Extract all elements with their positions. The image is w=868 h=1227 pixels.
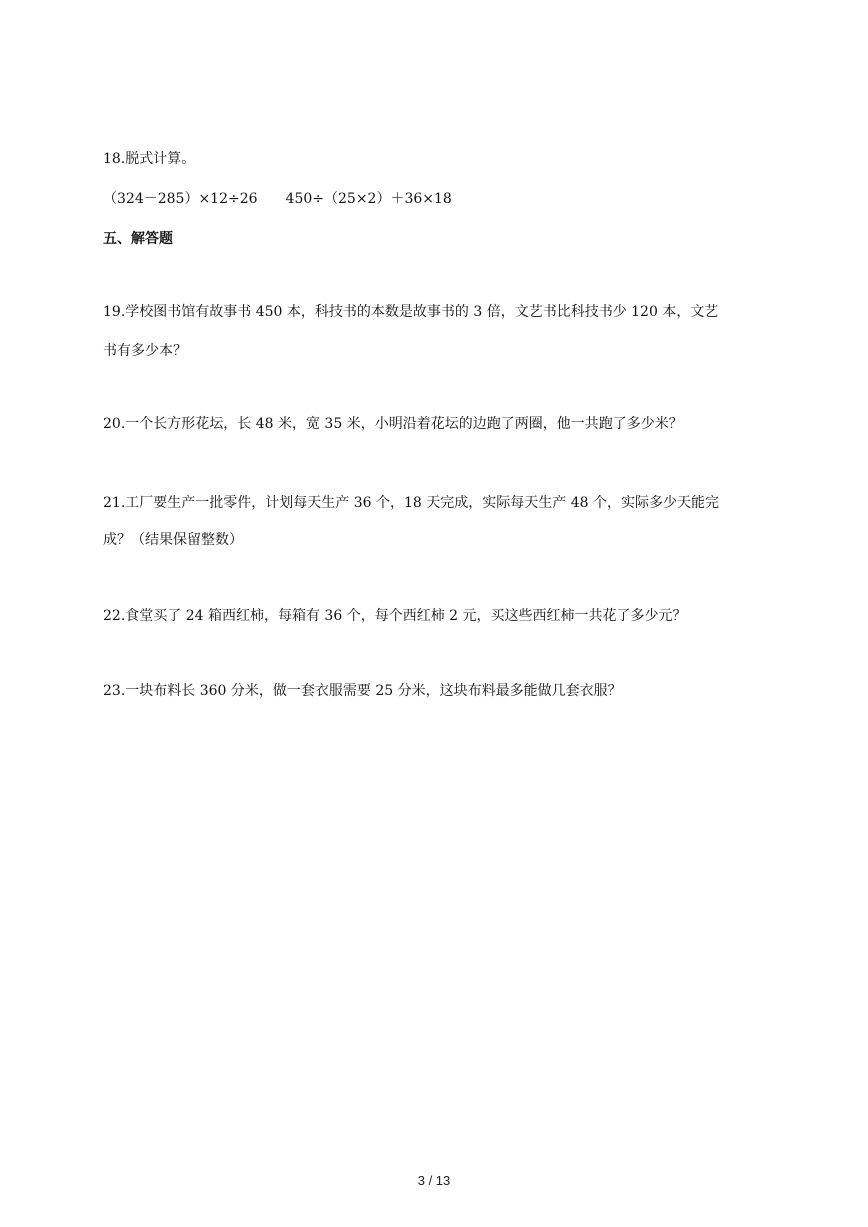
question-20: 20.一个长方形花坛，长 48 米，宽 35 米，小明沿着花坛的边跑了两圈，他一共跑了多少米？ [103,416,683,432]
page-number: 3 / 13 [417,1173,451,1188]
question-19-line-2: 书有多少本？ [103,343,187,359]
question-23: 23.一块布料长 360 分米，做一套衣服需要 25 分米，这块布料最多能做几套衣服？ [103,683,622,699]
question-22: 22.食堂买了 24 箱西红柿，每箱有 36 个，每个西红柿 2 元，买这些西红柿一共花了多少元？ [103,608,687,624]
question-21-line-1: 21.工厂要生产一批零件，计划每天生产 36 个，18 天完成，实际每天生产 48 个，实际多少天能完 [103,495,719,511]
question-18-title: 18.脱式计算。 [103,151,196,167]
question-18-expressions [103,189,452,209]
question-19-line-1: 19.学校图书馆有故事书 450 本，科技书的本数是故事书的 3 倍，文艺书比科技书少 120 本，文艺 [103,304,719,320]
expression-1: （324－285）×12÷26 [103,191,258,207]
expression-2: 450÷（25×2）＋36×18 [285,191,452,207]
section-heading-answers: 五、解答题 [103,231,173,247]
question-21-line-2: 成？（结果保留整数） [103,532,243,548]
